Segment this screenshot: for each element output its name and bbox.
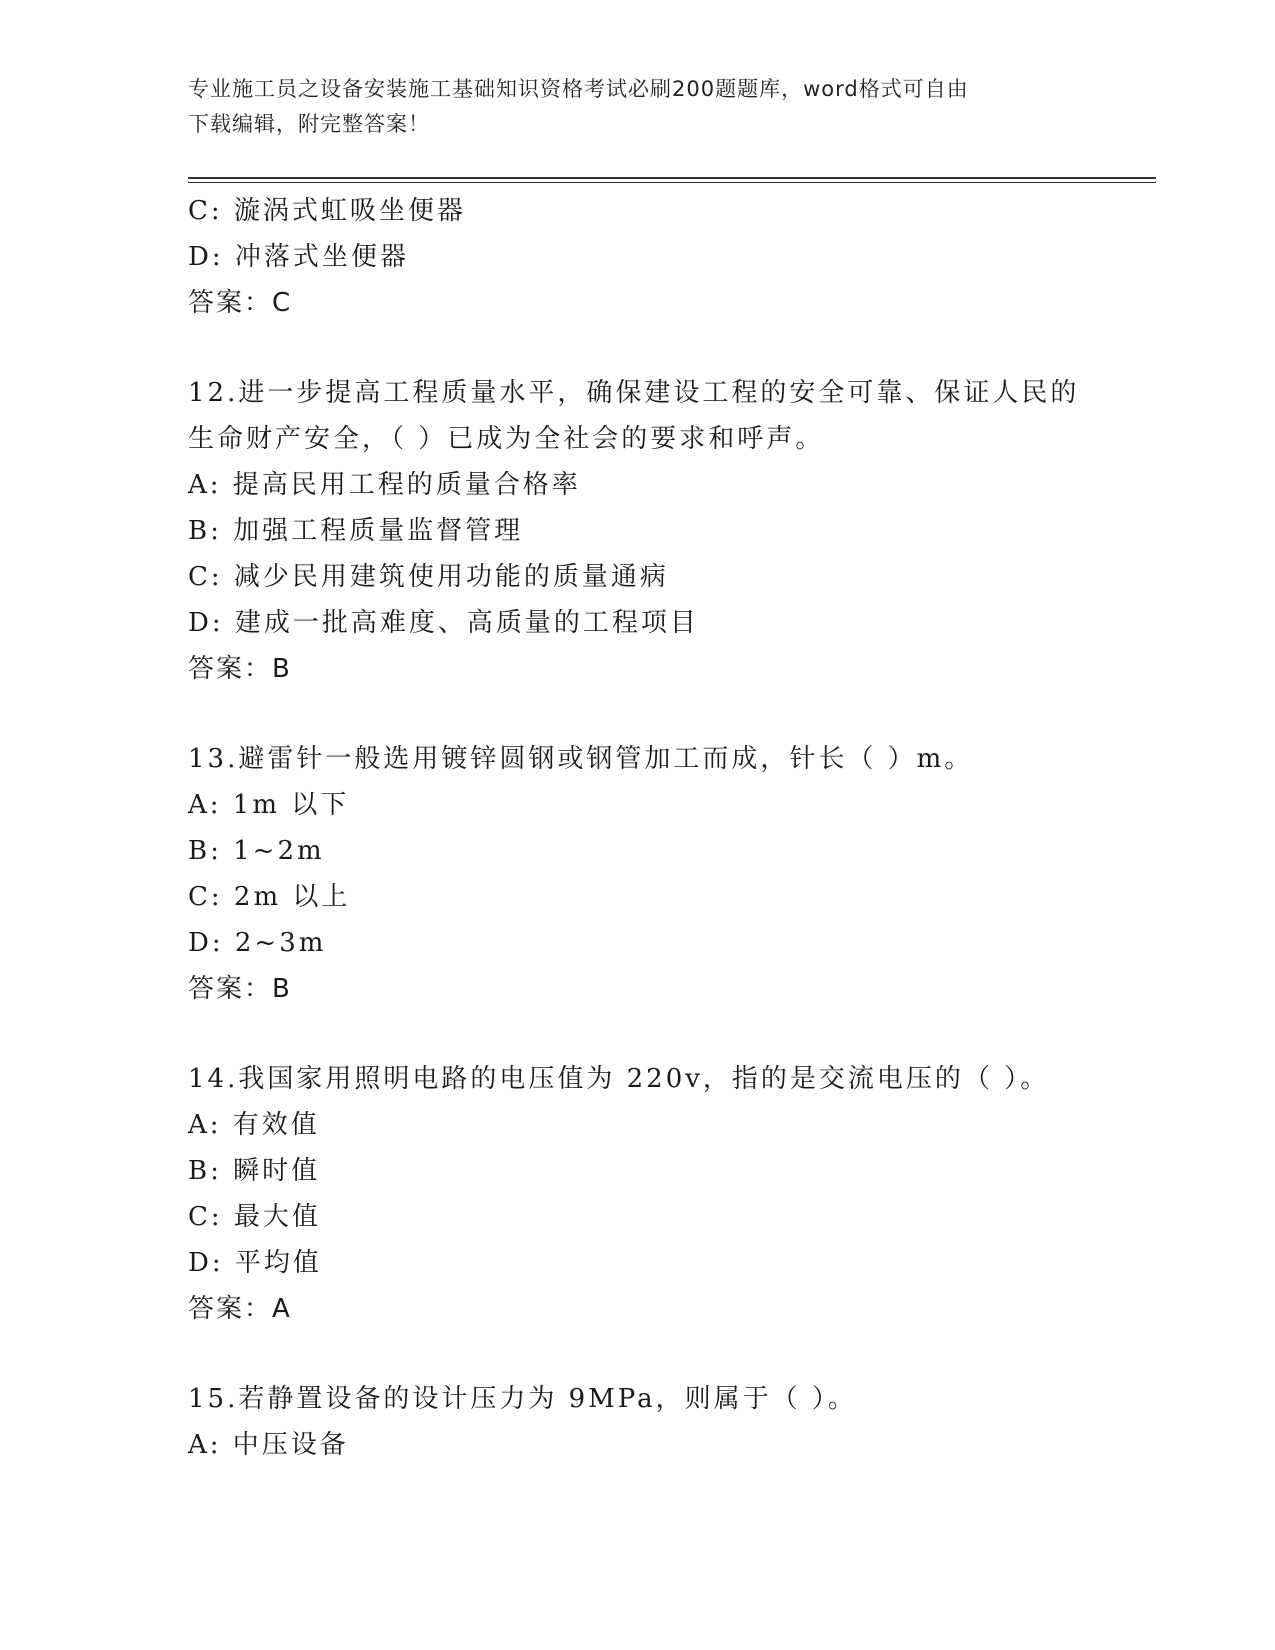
option-d: D: 冲落式坐便器: [188, 242, 409, 272]
answer-line: 答案：A: [188, 1294, 292, 1324]
option-b: B: 加强工程质量监督管理: [188, 516, 524, 546]
question-14: [188, 1056, 1148, 1332]
question-stem: 13.避雷针一般选用镀锌圆钢或钢管加工而成，针长（ ）m。: [188, 744, 974, 774]
question-12: [188, 370, 1148, 692]
option-d: D: 建成一批高难度、高质量的工程项目: [188, 608, 699, 638]
spacer: [188, 326, 1148, 370]
question-13: [188, 736, 1148, 1012]
question-stem: 15.若静置设备的设计压力为 9MPa，则属于（ ）。: [188, 1384, 857, 1414]
option-a: A: 有效值: [188, 1110, 320, 1140]
option-a: A: 1m 以下: [188, 790, 350, 820]
answer-line: 答案：B: [188, 974, 292, 1004]
spacer: [188, 1012, 1148, 1056]
option-c: C: 漩涡式虹吸坐便器: [188, 196, 466, 226]
header-divider-thick: [188, 177, 1156, 179]
header-title-line-2: 下载编辑，附完整答案！: [188, 112, 430, 136]
question-list: [188, 188, 1148, 1468]
spacer: [188, 692, 1148, 736]
question-15: [188, 1376, 1148, 1468]
question-stem: 12.进一步提高工程质量水平，确保建设工程的安全可靠、保证人民的: [188, 378, 1080, 408]
option-c: C: 减少民用建筑使用功能的质量通病: [188, 562, 669, 592]
option-b: B: 瞬时值: [188, 1156, 321, 1186]
answer-line: 答案：B: [188, 654, 292, 684]
question-stem: 14.我国家用照明电路的电压值为 220v，指的是交流电压的（ ）。: [188, 1064, 1050, 1094]
option-c: C: 2m 以上: [188, 882, 351, 912]
option-b: B: 1~2m: [188, 836, 325, 866]
option-d: D: 2~3m: [188, 928, 327, 958]
option-d: D: 平均值: [188, 1248, 322, 1278]
spacer: [188, 1332, 1148, 1376]
page-header: [188, 72, 1088, 142]
question-11-tail: [188, 188, 1148, 326]
header-title-line-1: 专业施工员之设备安装施工基础知识资格考试必刷200题题库，word格式可自由: [188, 77, 969, 101]
option-a: A: 提高民用工程的质量合格率: [188, 470, 581, 500]
answer-line: 答案：C: [188, 288, 293, 318]
option-c: C: 最大值: [188, 1202, 321, 1232]
question-stem-continued: 生命财产安全，（ ）已成为全社会的要求和呼声。: [188, 424, 825, 454]
option-a: A: 中压设备: [188, 1430, 349, 1460]
header-divider-thin: [188, 182, 1156, 183]
